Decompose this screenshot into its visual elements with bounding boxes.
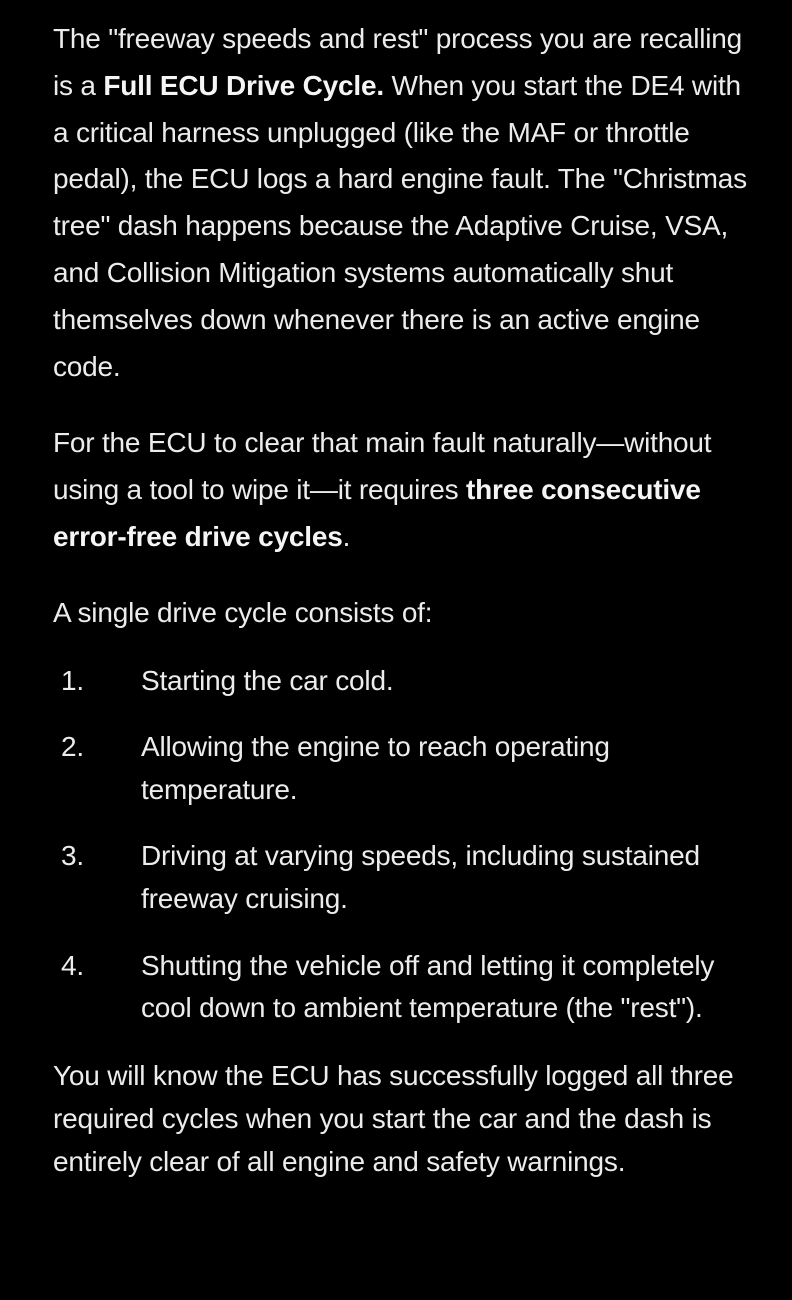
intro-text-start: The "freeway speeds and rest" process you are recalling is a [53, 23, 743, 101]
intro-bold-term: Full ECU Drive Cycle. [103, 69, 384, 101]
step-text: Starting the car cold. [141, 664, 394, 696]
intro-text-end: When you start the DE4 with a critical harness unplugged (like the MAF or throttle pedal), the ECU logs a hard engine fault. The "Christmas tree" dash happens because the Adaptive Cruise, VSA, and Collision Mitigation systems automatically shut themselves down whenever there is an active engine code. [53, 69, 747, 382]
step-text: Allowing the engine to reach operating temperature. [141, 731, 610, 805]
clear-fault-paragraph [53, 420, 753, 560]
clear-bold-term: three consecutive error-free drive cycles [53, 474, 701, 552]
list-item [53, 726, 753, 811]
single-cycle-heading: A single drive cycle consists of: [53, 596, 433, 628]
step-number: 2. [61, 731, 84, 763]
drive-cycle-steps-list [53, 660, 753, 1030]
step-text: Shutting the vehicle off and letting it completely cool down to ambient temperature (the "rest"). [141, 949, 715, 1024]
list-item [53, 835, 753, 920]
list-item [53, 660, 753, 703]
list-item [53, 945, 753, 1030]
step-number: 4. [61, 949, 84, 981]
intro-paragraph [53, 16, 753, 390]
step-number: 1. [61, 664, 84, 696]
step-number: 3. [61, 840, 84, 872]
clear-text-end: . [342, 520, 351, 552]
message-content [53, 16, 753, 1183]
outro-paragraph: You will know the ECU has successfully logged all three required cycles when you start the car and the dash is entirely clear of all engine and safety warnings. [53, 1059, 734, 1177]
step-text: Driving at varying speeds, including sustained freeway cruising. [141, 840, 700, 914]
clear-text-start: For the ECU to clear that main fault naturally—without using a tool to wipe it—it requires [53, 427, 712, 506]
